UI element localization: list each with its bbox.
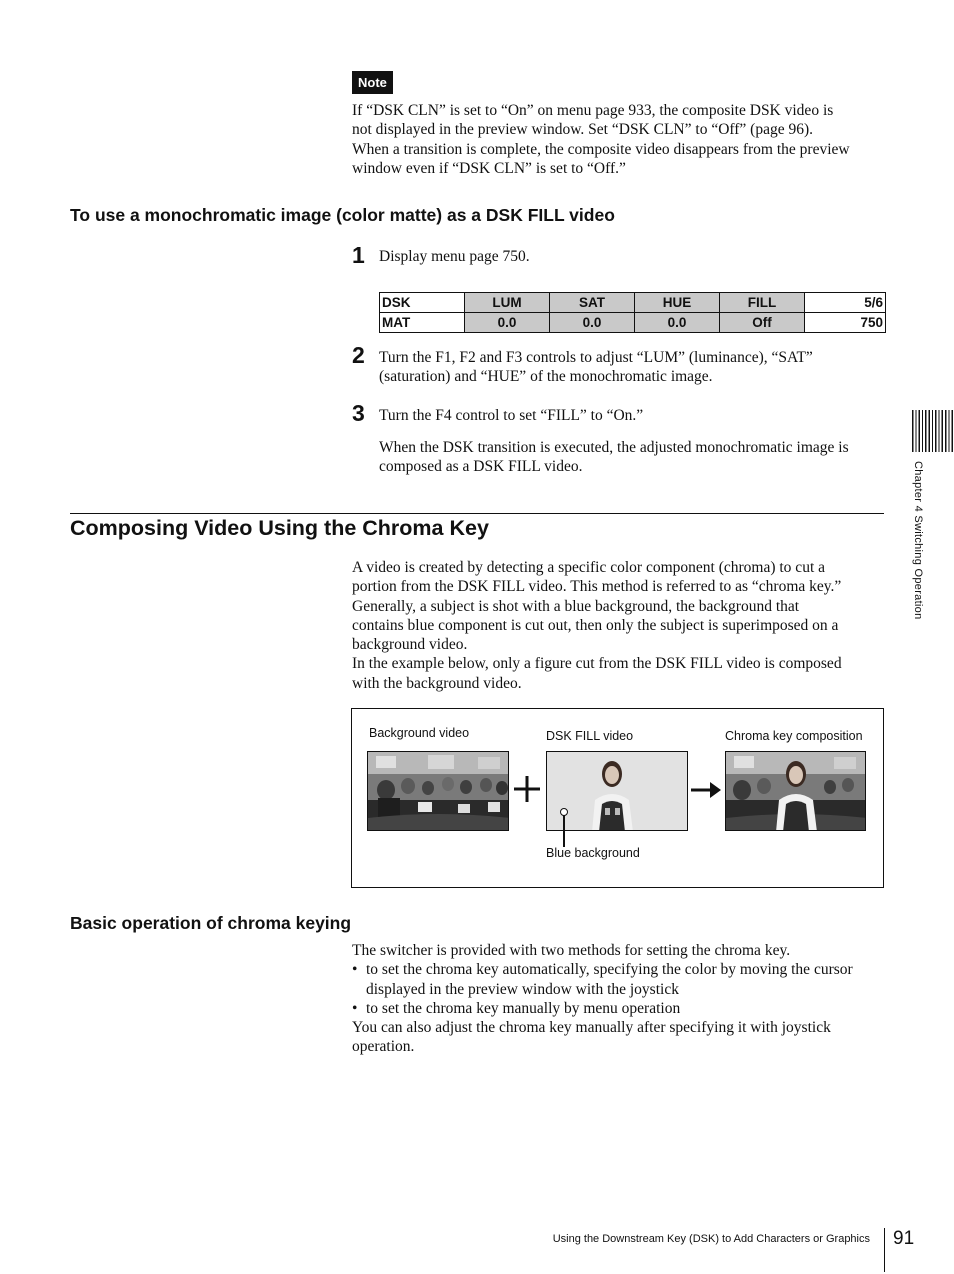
note-line: not displayed in the preview window. Set “DSK CLN” to “Off” (page 96).	[352, 121, 814, 139]
step-followup	[379, 438, 899, 477]
menu-cell: 750	[805, 313, 886, 333]
menu-cell: LUM	[465, 293, 550, 313]
section-heading-chroma-key: Composing Video Using the Chroma Key	[70, 516, 489, 540]
step-text: Display menu page 750.	[379, 248, 530, 265]
menu-cell: SAT	[550, 293, 635, 313]
menu-table	[379, 292, 886, 333]
para-line: contains blue component is cut out, then only the subject is superimposed on a	[352, 616, 839, 634]
para-line: A video is created by detecting a specific color component (chroma) to cut a	[352, 559, 825, 576]
list-line: displayed in the preview window with the joystick	[366, 980, 679, 998]
caption-background-video: Background video	[369, 726, 470, 740]
bullet-mark: •	[352, 999, 358, 1017]
step-text: Turn the F4 control to set “FILL” to “On.”	[379, 407, 644, 424]
para-line: portion from the DSK FILL video. This method is referred to as “chroma key.”	[352, 578, 842, 596]
pointer-dot	[560, 808, 568, 816]
note-line: If “DSK CLN” is set to “On” on menu page 933, the composite DSK video is	[352, 102, 834, 119]
list-item-text	[366, 960, 853, 999]
list-item-text: to set the chroma key manually by menu operation	[366, 999, 681, 1017]
menu-table-row	[380, 313, 886, 333]
para-line: operation.	[352, 1038, 415, 1056]
bullet-mark: •	[352, 961, 358, 979]
chroma-key-composition-image	[725, 751, 866, 831]
page-number: 91	[893, 1228, 915, 1249]
blue-background-pointer	[563, 811, 565, 847]
footer-divider	[884, 1228, 885, 1272]
para-line: In the example below, only a figure cut from the DSK FILL video is composed	[352, 655, 842, 673]
para-line: background video.	[352, 636, 468, 654]
para-line: Generally, a subject is shot with a blue background, the background that	[352, 597, 800, 615]
step-line: When the DSK transition is executed, the adjusted monochromatic image is	[379, 439, 849, 456]
note-line: When a transition is complete, the composite video disappears from the preview	[352, 140, 850, 158]
list-item	[352, 960, 897, 999]
caption-blue-background: Blue background	[546, 846, 640, 860]
dsk-fill-video-image	[546, 751, 688, 831]
note-line: window even if “DSK CLN” is set to “Off.”	[352, 159, 626, 177]
arrow-right-icon	[690, 781, 722, 799]
menu-cell: FILL	[720, 293, 805, 313]
step-number: 1	[352, 242, 365, 268]
step-number: 2	[352, 342, 365, 368]
background-video-image	[367, 751, 509, 831]
note-text	[352, 101, 892, 178]
chapter-tab-stripes	[912, 410, 954, 452]
menu-cell: 0.0	[550, 313, 635, 333]
caption-chroma-key-composition: Chroma key composition	[725, 729, 863, 743]
step-line: composed as a DSK FILL video.	[379, 458, 583, 476]
plus-icon	[513, 775, 541, 803]
section-heading-basic-operation: Basic operation of chroma keying	[70, 913, 352, 933]
step-line: (saturation) and “HUE” of the monochromatic image.	[379, 368, 713, 386]
section-heading-color-matte: To use a monochromatic image (color matte) as a DSK FILL video	[70, 205, 615, 225]
chroma-key-paragraph	[352, 558, 897, 693]
menu-cell: 0.0	[465, 313, 550, 333]
para-line: The switcher is provided with two methods for setting the chroma key.	[352, 942, 791, 959]
menu-cell: HUE	[635, 293, 720, 313]
basic-operation-text	[352, 941, 897, 1057]
chapter-label: Chapter 4 Switching Operation	[912, 461, 924, 620]
menu-table-row	[380, 293, 886, 313]
caption-dsk-fill-video: DSK FILL video	[546, 729, 634, 743]
menu-cell: 0.0	[635, 313, 720, 333]
step-text	[379, 348, 899, 387]
para-line: You can also adjust the chroma key manually after specifying it with joystick	[352, 1019, 831, 1037]
list-item	[352, 999, 897, 1018]
list-line: to set the chroma key automatically, specifying the color by moving the cursor	[366, 961, 853, 979]
footer-title: Using the Downstream Key (DSK) to Add Characters or Graphics	[552, 1233, 870, 1245]
menu-cell: DSK	[380, 293, 465, 313]
para-line: with the background video.	[352, 674, 522, 692]
menu-cell: 5/6	[805, 293, 886, 313]
menu-cell: Off	[720, 313, 805, 333]
note-badge: Note	[352, 71, 393, 94]
step-number: 3	[352, 400, 365, 426]
step-line: Turn the F1, F2 and F3 controls to adjust “LUM” (luminance), “SAT”	[379, 349, 813, 366]
section-rule	[70, 513, 884, 514]
menu-cell: MAT	[380, 313, 465, 333]
